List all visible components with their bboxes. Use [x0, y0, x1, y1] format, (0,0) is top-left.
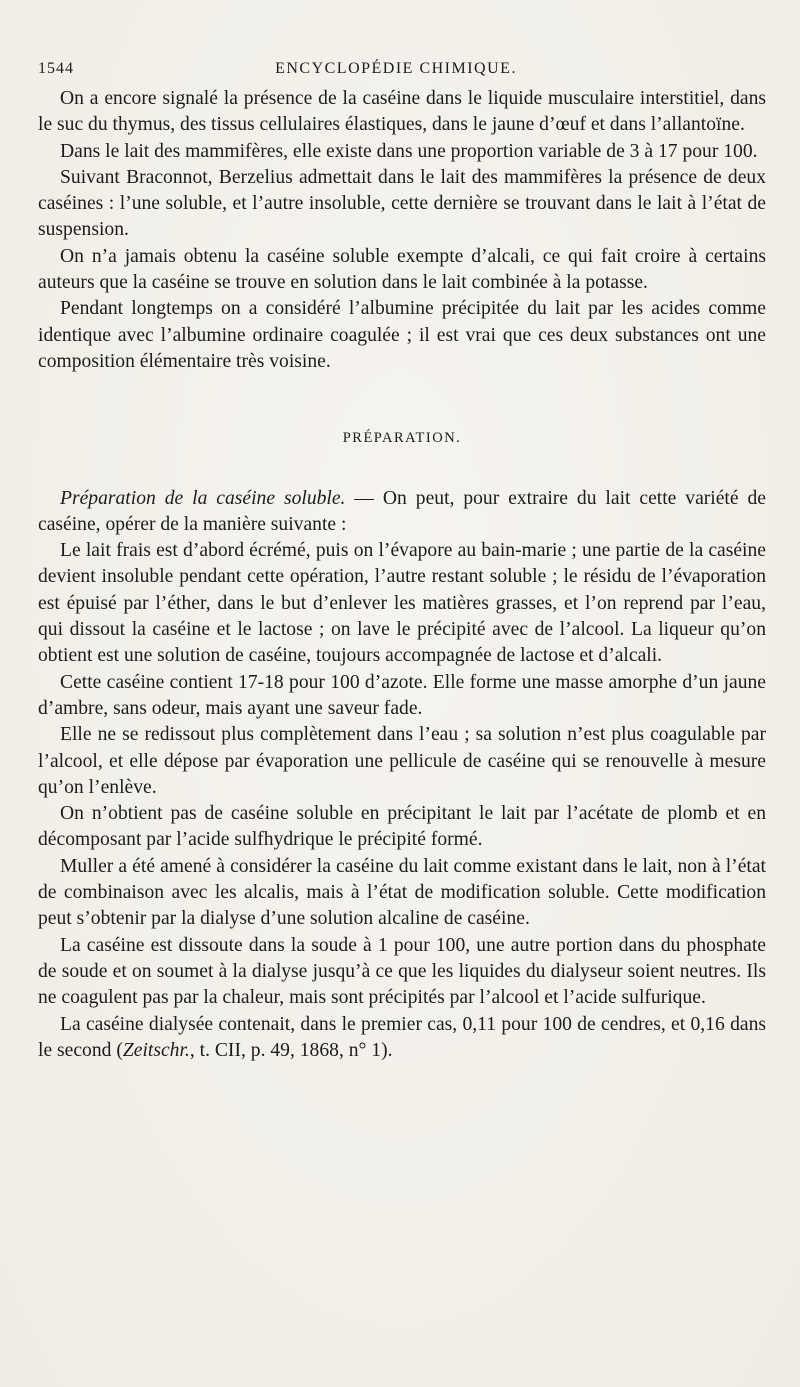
journal-reference: Zeitschr. — [122, 1039, 190, 1061]
paragraph-albumine: Pendant longtemps on a considéré l’albumine précipitée du lait par les acides comme identique avec l’albumine ordinaire coagulée ; il est vrai que ces deux substances ont une composition élémentaire très voisine. — [38, 298, 766, 372]
cendres-text: La caséine dialysée contenait, dans le premier cas, 0,11 pour 100 de cendres, et 0,16 dans le second ( — [38, 1013, 766, 1061]
paragraph-redissolution: Elle ne se redissout plus complètement dans l’eau ; sa solution n’est plus coagulable par l’alcool, et elle dépose par évaporation une pellicule de caséine qui se renouvelle à mesure qu’on l’enlève. — [38, 724, 766, 798]
paragraph-dialyse: La caséine est dissoute dans la soude à 1 pour 100, une autre portion dans du phosphate de soude et on soumet à la dialyse jusqu’à ce que les liquides du dialyseur soient neutres. Ils ne coagulent pas par la chaleur, mais sont précipités par l’alcool et l’acide sulfurique. — [38, 934, 766, 1009]
paragraph-proportion: Dans le lait des mammifères, elle existe dans une proportion variable de 3 à 17 pour 100. — [60, 140, 758, 162]
page-number: 1544 — [38, 60, 74, 77]
running-header — [38, 56, 766, 86]
paragraph-method: Le lait frais est d’abord écrémé, puis on l’évapore au bain-marie ; une partie de la caséine devient insoluble pendant cette opération, l’autre restant soluble ; le résidu de l’évaporation est épuisé par l’éther, dans le but d’enlever les matières grasses, et l’on reprend par l’eau, qui dissout la caséine et le lactose ; on lave le précipité avec de l’alcool. La liqueur qu’on obtient est une solution de caséine, toujours accompagnée de lactose et d’alcali. — [38, 540, 766, 667]
intro-text — [38, 86, 766, 375]
preparation-section — [38, 486, 766, 1065]
paragraph-berzelius: Suivant Braconnot, Berzelius admettait dans le lait des mammifères la présence de deux caséines : l’une soluble, et l’autre insoluble, cette dernière se trouvant dans le lait à l’état de suspension. — [38, 166, 766, 241]
paragraph-lead — [38, 486, 766, 539]
run-in-text: — On peut, pour extraire du lait cette variété de caséine, opérer de la manière suivante : — [38, 487, 766, 535]
paragraph-potasse: On n’a jamais obtenu la caséine soluble exempte d’alcali, ce qui fait croire à certains auteurs que la caséine se trouve en solution dans le lait combinée à la potasse. — [38, 245, 766, 294]
running-title: ENCYCLOPÉDIE CHIMIQUE. — [275, 60, 517, 77]
paragraph-cendres — [38, 1012, 766, 1065]
paragraph-muller: Muller a été amené à considérer la caséine du lait comme existant dans le lait, non à l’état de combinaison avec les alcalis, mais à l’état de modification soluble. Cette modification peut s’obtenir par la dialyse d’une solution alcaline de caséine. — [38, 855, 766, 930]
citation-details: , t. CII, p. 49, 1868, n° 1). — [189, 1039, 393, 1061]
paragraph-azote: Cette caséine contient 17-18 pour 100 d’azote. Elle forme une masse amorphe d’un jaune d’ambre, sans odeur, mais ayant une saveur fade. — [38, 671, 766, 719]
run-in-title: Préparation de la caséine soluble. — [60, 487, 346, 509]
paragraph-acetate: On n’obtient pas de caséine soluble en précipitant le lait par l’acétate de plomb et en décomposant par l’acide sulfhydrique le précipité formé. — [38, 803, 766, 851]
paragraph-occurrence: On a encore signalé la présence de la caséine dans le liquide musculaire interstitiel, dans le suc du thymus, des tissus cellulaires élastiques, dans le jaune d’œuf et dans l’allantoïne. — [38, 88, 766, 136]
section-heading: PRÉPARATION. — [342, 430, 462, 447]
